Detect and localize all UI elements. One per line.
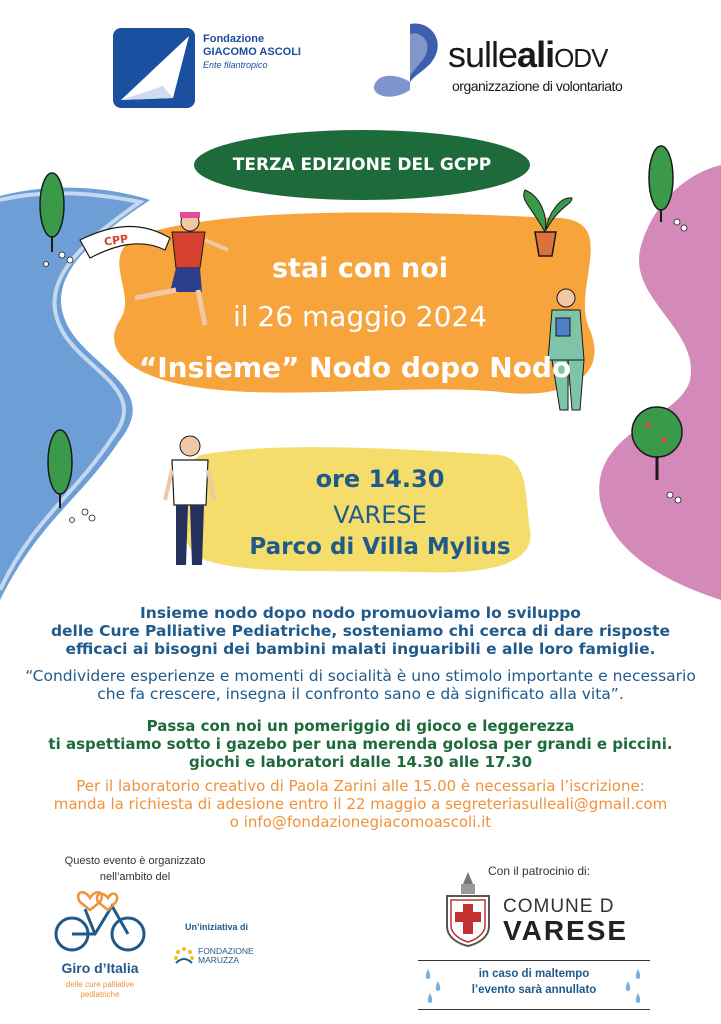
intro-line: Insieme nodo dopo nodo promuoviamo lo sviluppo bbox=[140, 604, 581, 622]
activities-paragraph bbox=[0, 717, 721, 771]
intro-line: delle Cure Palliative Pediatriche, sosteniamo chi cerca di dare risposte bbox=[50, 622, 671, 640]
giro-sub-line: delle cure palliative bbox=[65, 980, 135, 989]
initiative-label: Un’iniziativa di bbox=[185, 922, 249, 932]
maruzza-line: FONDAZIONE bbox=[198, 946, 254, 956]
quote-line: “Condividere esperienze e momenti di socialità è uno stimolo importante e necessario bbox=[25, 667, 696, 685]
runner-flag-text: CPP bbox=[103, 232, 129, 249]
registration-paragraph bbox=[0, 777, 721, 831]
fondazione-giacomo-ascoli-logo bbox=[113, 28, 195, 108]
registration-email-link[interactable]: o info@fondazionegiacomoascoli.it bbox=[229, 813, 492, 831]
comune-name: VARESE bbox=[503, 915, 629, 946]
organized-note bbox=[40, 853, 230, 885]
weather-notice-text bbox=[418, 966, 650, 998]
fga-logo-text bbox=[203, 33, 301, 72]
headline-stai-con-noi: stai con noi bbox=[271, 253, 449, 284]
fga-line-2: GIACOMO ASCOLI bbox=[203, 46, 301, 58]
intro-line: efficaci ai bisogni dei bambini malati inguaribili e alle loro famiglie. bbox=[65, 640, 656, 658]
event-title: “Insieme” Nodo dopo Nodo bbox=[138, 351, 572, 384]
organized-note-line: Questo evento è organizzato bbox=[64, 855, 206, 867]
quote-line: che fa crescere, insegna il confronto sano e dà significato alla vita”. bbox=[97, 685, 624, 703]
butterfly-icon bbox=[370, 20, 450, 102]
edition-badge: TERZA EDIZIONE DEL GCPP bbox=[232, 155, 492, 175]
giro-title: Giro d’Italia bbox=[61, 960, 139, 976]
organized-note-line: nell’ambito del bbox=[99, 871, 171, 883]
sulleali-logo-title bbox=[448, 36, 607, 77]
giro-subtitle bbox=[40, 980, 160, 1000]
event-date: il 26 maggio 2024 bbox=[232, 300, 488, 333]
weather-notice-line: l’evento sarà annullato bbox=[471, 984, 597, 996]
pink-hill-shape bbox=[599, 165, 721, 600]
activities-line: Passa con noi un pomeriggio di gioco e leggerezza bbox=[146, 717, 575, 735]
weather-notice-line: in caso di maltempo bbox=[478, 968, 590, 980]
intro-paragraph bbox=[0, 604, 721, 658]
activities-line: giochi e laboratori dalle 14.30 alle 17.30 bbox=[188, 753, 533, 771]
registration-line: Per il laboratorio creativo di Paola Zarini alle 15.00 è necessaria l’iscrizione: bbox=[76, 777, 645, 795]
fga-line-3: Ente filantropico bbox=[203, 60, 268, 70]
event-place: Parco di Villa Mylius bbox=[249, 534, 511, 560]
registration-line[interactable]: manda la richiesta di adesione entro il 22 maggio a segreteriasulleali@gmail.com bbox=[53, 795, 668, 813]
sulle-word: sulle bbox=[448, 34, 518, 75]
maruzza-logo-icon bbox=[172, 945, 196, 969]
quote-paragraph bbox=[0, 667, 721, 703]
comune-label: COMUNE D bbox=[503, 896, 615, 917]
activities-line: ti aspettiamo sotto i gazebo per una merenda golosa per grandi e piccini. bbox=[48, 735, 673, 753]
bicycle-heart-icon bbox=[50, 884, 150, 954]
odv-word: ODV bbox=[554, 43, 608, 73]
sulleali-subtitle: organizzazione di volontariato bbox=[452, 78, 623, 94]
varese-crest-icon bbox=[443, 870, 493, 948]
maruzza-logo-text bbox=[198, 947, 254, 965]
patronage-label: Con il patrocinio di: bbox=[488, 864, 591, 878]
event-time: ore 14.30 bbox=[315, 465, 445, 493]
maruzza-line: MARUZZA bbox=[198, 955, 240, 965]
event-city: VARESE bbox=[333, 501, 427, 529]
fga-line-1: Fondazione bbox=[203, 33, 265, 45]
giro-sub-line: pediatriche bbox=[80, 990, 120, 999]
ali-word: ali bbox=[517, 34, 555, 75]
